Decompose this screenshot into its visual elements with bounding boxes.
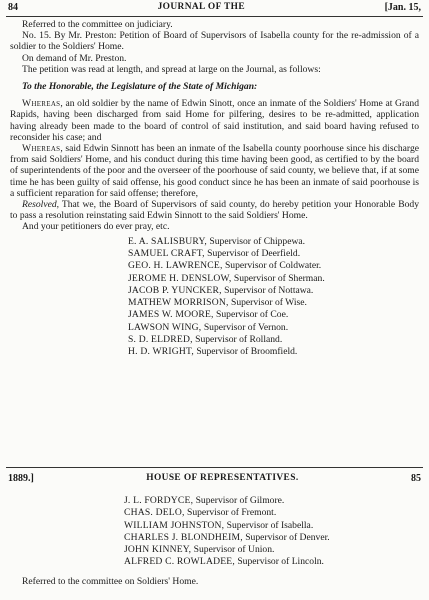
page-number-85: 85 xyxy=(411,473,421,485)
signature-list-1 xyxy=(10,236,419,359)
signature-line xyxy=(128,346,419,358)
page-header-85 xyxy=(8,473,421,485)
closing-line: And your petitioners do ever pray, etc. xyxy=(22,221,170,233)
signature-line xyxy=(124,520,419,532)
on-demand-note: On demand of Mr. Preston. xyxy=(22,52,127,64)
read-note: The petition was read at length, and spread at large on the Journal, as follows: xyxy=(22,63,321,75)
header-rule xyxy=(6,16,423,17)
signature-line xyxy=(128,322,419,334)
signer-role: Supervisor of Chippewa. xyxy=(209,235,306,247)
resolved-text: That we, the Board of Supervisors of said county, do hereby petition your Honorable Body to pass a resolution reinstating said Edwin Sinnott to the said Soldiers' Home. xyxy=(10,199,419,222)
signer-name: H. D. WRIGHT, xyxy=(128,346,194,358)
whereas-paragraph-2 xyxy=(10,143,419,199)
signature-line xyxy=(128,285,419,297)
page-number: 84 xyxy=(8,2,18,14)
signer-name: CHAS. DELO, xyxy=(124,507,185,519)
signer-name: JAMES W. MOORE, xyxy=(128,309,214,321)
signature-line xyxy=(128,309,419,321)
signer-name: LAWSON WING, xyxy=(128,321,202,333)
signer-role: Supervisor of Coe. xyxy=(216,309,289,321)
header-date: [Jan. 15, xyxy=(384,2,421,14)
signature-line xyxy=(124,495,419,507)
signer-name: GEO. H. LAWRENCE, xyxy=(128,260,223,272)
signer-name: CHARLES J. BLONDHEIM, xyxy=(124,531,243,543)
page-85-body xyxy=(10,495,419,587)
signer-role: Supervisor of Nottawa. xyxy=(224,284,314,296)
petition-address: To the Honorable, the Legislature of the State of Michigan: xyxy=(22,81,258,93)
referral-judiciary: Referred to the committee on judiciary. xyxy=(22,19,173,30)
signature-line xyxy=(124,544,419,556)
whereas-text: , said Edwin Sinnott has been an inmate of the Isabella county poorhouse since his discharge from said Soldiers' Home, and his conduct during this time having been good, as certified to by the board of superintendents of the poor and the overseer of the poorhouse of said county, we believe that, if at some time he has been guilty of said offense, his good conduct since he has been an inmate of said poorhouse is a sufficient reparation for said offense; therefore, xyxy=(10,143,419,199)
referral-soldiers-home: Referred to the committee on Soldiers' Home. xyxy=(22,575,199,587)
signer-role: Supervisor of Lincoln. xyxy=(237,556,324,568)
signature-line xyxy=(128,297,419,309)
whereas-text: , an old soldier by the name of Edwin Sinott, once an inmate of the Soldiers' Home at Grand Rapids, having been discharged from said Home for pilfering, desires to be re-admitted, application having already been made to the board of control of said institution, and said board having refused to reconsider his case; and xyxy=(10,98,419,143)
signer-role: Supervisor of Wise. xyxy=(230,297,307,309)
header-year: 1889.] xyxy=(8,473,34,485)
signature-line xyxy=(124,556,419,568)
running-title-85: HOUSE OF REPRESENTATIVES. xyxy=(146,473,299,484)
page-break-rule xyxy=(6,467,423,468)
page-84-body xyxy=(10,19,419,359)
signer-name: E. A. SALISBURY, xyxy=(128,235,207,247)
signature-line xyxy=(128,334,419,346)
signer-role: Supervisor of Rolland. xyxy=(195,334,283,346)
signer-name: JOHN KINNEY, xyxy=(124,544,192,556)
signer-name: MATHEW MORRISON, xyxy=(128,297,229,309)
whereas-lead: Whereas xyxy=(22,143,61,155)
signature-line xyxy=(128,248,419,260)
signer-role: Supervisor of Vernon. xyxy=(203,321,289,333)
signer-role: Supervisor of Fremont. xyxy=(186,507,277,519)
resolved-lead: Resolved, xyxy=(22,199,60,211)
signer-role: Supervisor of Sherman. xyxy=(233,272,325,284)
signature-line xyxy=(128,236,419,248)
signer-name: JEROME H. DENSLOW, xyxy=(128,272,232,284)
running-title: JOURNAL OF THE xyxy=(157,2,245,13)
signer-name: SAMUEL CRAFT, xyxy=(128,247,205,259)
signature-line xyxy=(128,273,419,285)
signature-line xyxy=(128,260,419,272)
signer-role: Supervisor of Denver. xyxy=(245,531,330,543)
signer-role: Supervisor of Gilmore. xyxy=(195,495,285,506)
signer-role: Supervisor of Broomfield. xyxy=(196,346,298,358)
signer-name: S. D. ELDRED, xyxy=(128,334,193,346)
page-header xyxy=(8,2,421,14)
signer-role: Supervisor of Deerfield. xyxy=(207,247,301,259)
signer-name: J. L. FORDYCE, xyxy=(124,495,194,506)
whereas-paragraph-1 xyxy=(10,98,419,143)
petition-intro: No. 15. By Mr. Preston: Petition of Board of Supervisors of Isabella county for the re-admission of a soldier to the Soldiers' Home. xyxy=(10,30,419,53)
signer-role: Supervisor of Isabella. xyxy=(226,519,314,531)
signature-list-2 xyxy=(10,495,419,569)
signer-role: Supervisor of Union. xyxy=(193,544,275,556)
resolved-paragraph xyxy=(10,199,419,221)
signature-line xyxy=(124,532,419,544)
signer-role: Supervisor of Coldwater. xyxy=(224,260,322,272)
whereas-lead: Whereas xyxy=(22,98,61,110)
signature-line xyxy=(124,507,419,519)
signer-name: JACOB P. YUNCKER, xyxy=(128,284,222,296)
signer-name: ALFRED C. ROWLADEE, xyxy=(124,556,235,568)
signer-name: WILLIAM JOHNSTON, xyxy=(124,519,225,531)
